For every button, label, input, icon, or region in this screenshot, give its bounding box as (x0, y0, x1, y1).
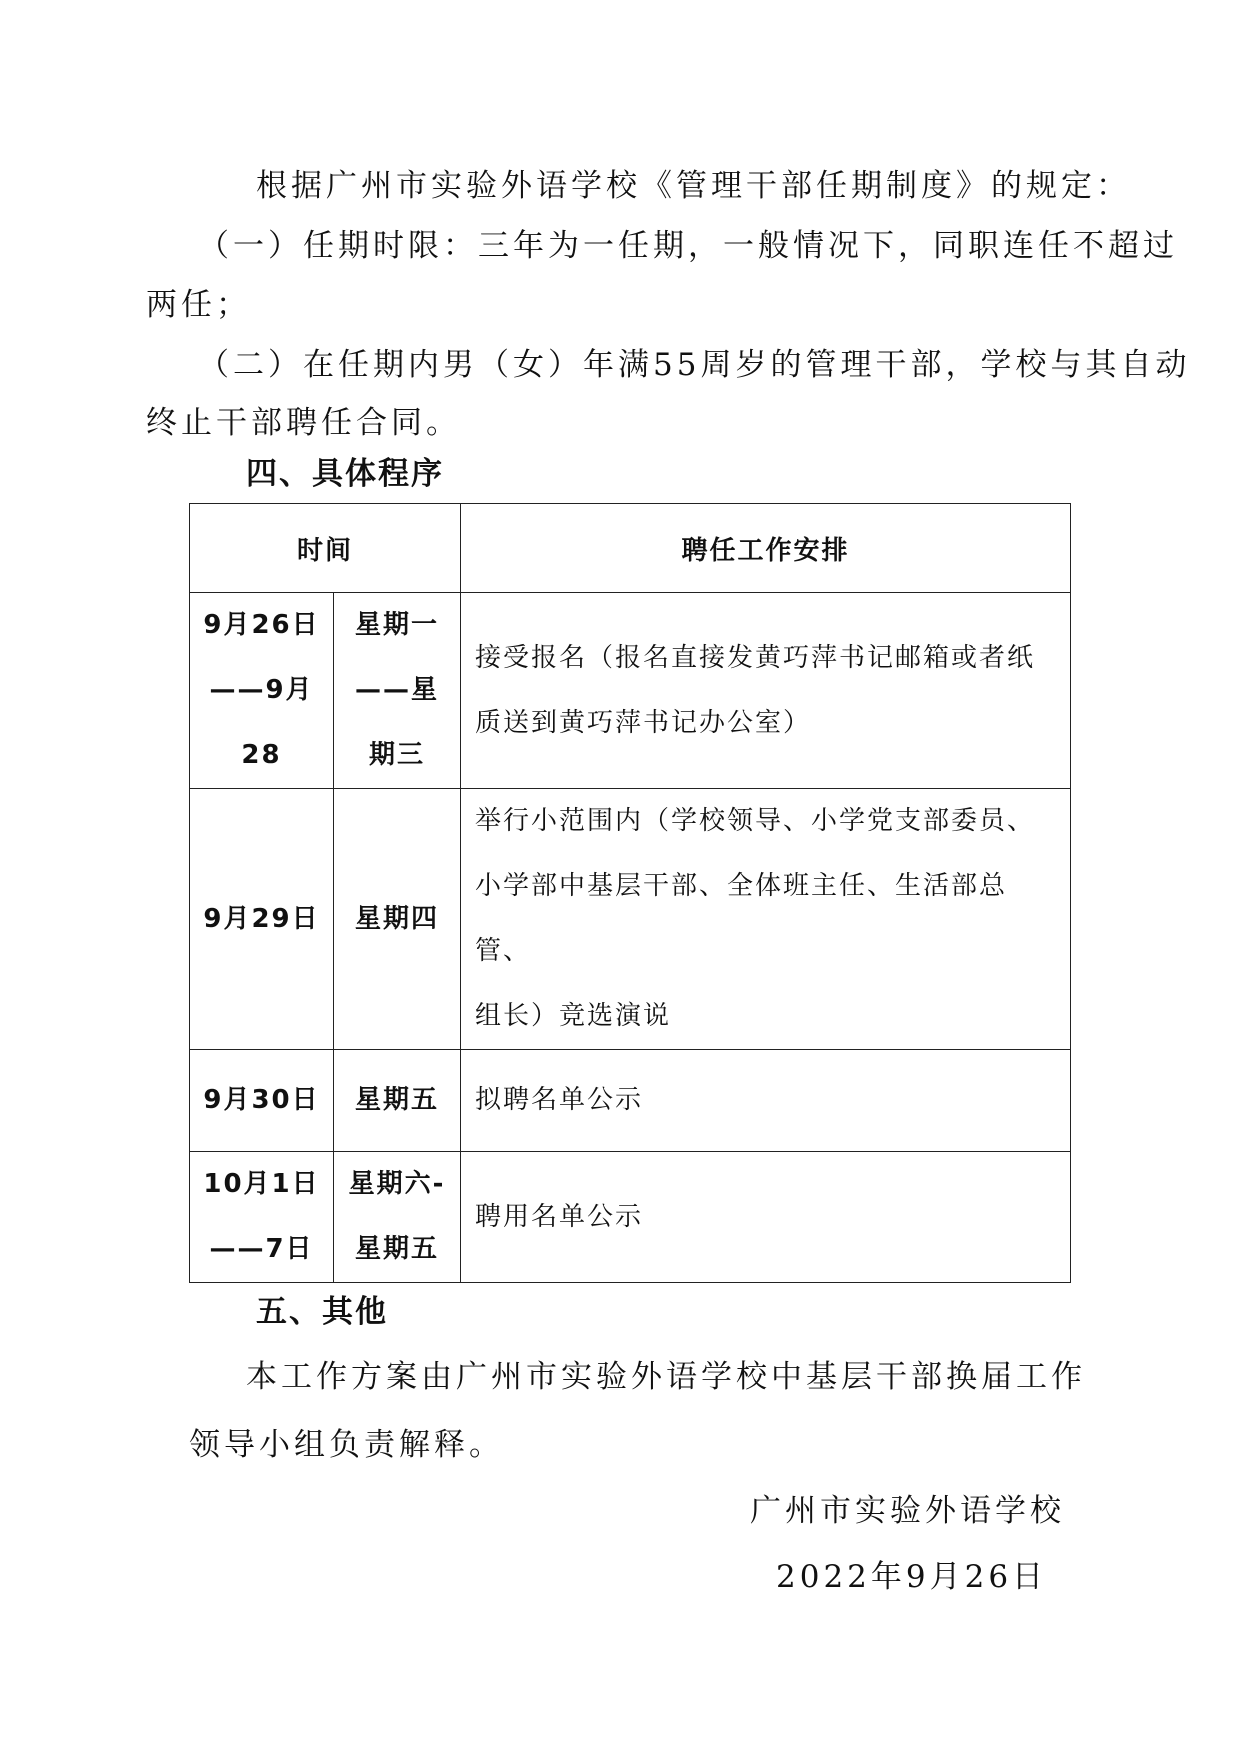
row-date: 9月26日 ——9月 28 (190, 593, 334, 789)
table-row (190, 593, 1071, 789)
row-date: 10月1日 ——7日 (190, 1152, 334, 1283)
section-4-title: 四、具体程序 (246, 456, 444, 492)
signature-organization: 广州市实验外语学校 (750, 1493, 1065, 1529)
row-date: 9月29日 (190, 789, 334, 1050)
row-weekday: 星期一 ——星 期三 (334, 593, 461, 789)
row-task: 聘用名单公示 (461, 1152, 1071, 1283)
header-time: 时间 (190, 504, 461, 593)
section-5-paragraph-line-1: 本工作方案由广州市实验外语学校中基层干部换届工作 (246, 1359, 1086, 1395)
row-weekday: 星期四 (334, 789, 461, 1050)
header-task: 聘任工作安排 (461, 504, 1071, 593)
row-weekday: 星期六- 星期五 (334, 1152, 461, 1283)
table-row (190, 1152, 1071, 1283)
age-limit-line-2: 终止干部聘任合同。 (146, 405, 461, 441)
signature-date: 2022年9月26日 (776, 1559, 1048, 1595)
table-header-row (190, 504, 1071, 593)
row-weekday: 星期五 (334, 1050, 461, 1152)
row-task: 拟聘名单公示 (461, 1050, 1071, 1152)
section-5-paragraph-line-2: 领导小组负责解释。 (189, 1427, 504, 1463)
schedule-table (189, 503, 1071, 1283)
table-row (190, 789, 1071, 1050)
table-row (190, 1050, 1071, 1152)
intro-paragraph-1: 根据广州市实验外语学校《管理干部任期制度》的规定： (256, 168, 1131, 204)
term-limit-line-1: （一）任期时限：三年为一任期，一般情况下，同职连任不超过 (198, 228, 1178, 264)
section-5-title: 五、其他 (256, 1294, 388, 1330)
row-date: 9月30日 (190, 1050, 334, 1152)
row-task: 举行小范围内（学校领导、小学党支部委员、 小学部中基层干部、全体班主任、生活部总管、 组长）竞选演说 (461, 789, 1071, 1050)
age-limit-line-1: （二）在任期内男（女）年满55周岁的管理干部，学校与其自动 (198, 347, 1191, 383)
term-limit-line-2: 两任； (146, 287, 251, 323)
row-task: 接受报名（报名直接发黄巧萍书记邮箱或者纸 质送到黄巧萍书记办公室） (461, 593, 1071, 789)
